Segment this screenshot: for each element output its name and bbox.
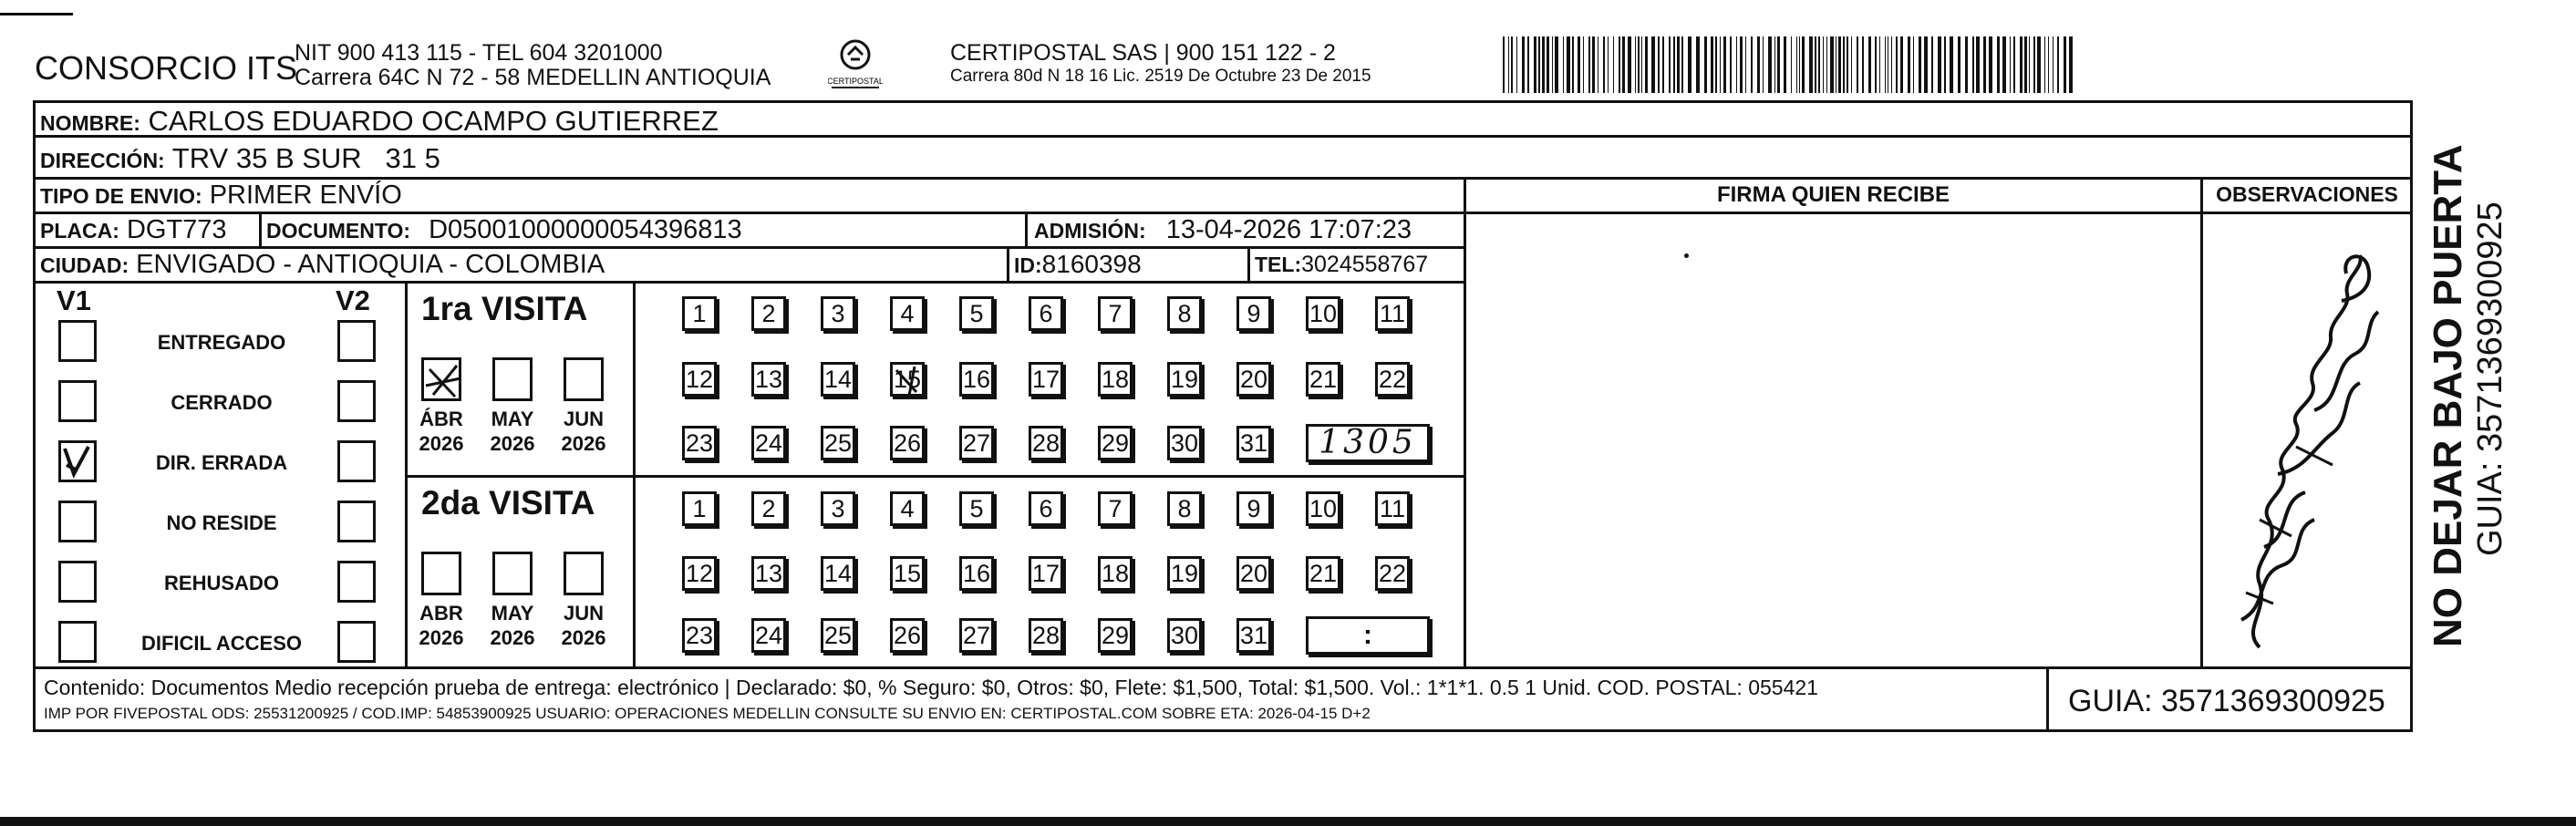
day-number: 4 xyxy=(900,300,915,327)
v1-checkbox[interactable] xyxy=(58,621,97,663)
day-number: 10 xyxy=(1309,300,1338,327)
v2-checkbox[interactable] xyxy=(337,440,376,482)
scan-edge-top-left xyxy=(0,13,73,15)
day-box[interactable] xyxy=(1167,362,1202,397)
v2-checkbox[interactable] xyxy=(337,501,376,542)
day-number: 23 xyxy=(685,429,714,457)
documento-field xyxy=(266,215,742,245)
day-number: 12 xyxy=(685,366,714,393)
ciudad-label: CIUDAD: xyxy=(40,253,129,277)
v1-checkbox[interactable] xyxy=(58,501,97,542)
day-box[interactable] xyxy=(1306,556,1340,591)
day-number: 30 xyxy=(1170,429,1199,457)
day-number: 25 xyxy=(823,622,853,649)
day-number: 5 xyxy=(969,495,984,522)
tipo-value: PRIMER ENVÍO xyxy=(209,181,402,210)
col-divider xyxy=(1007,246,1009,283)
direccion-row xyxy=(40,142,440,175)
observaciones-divider xyxy=(2200,177,2203,667)
day-number: 14 xyxy=(823,366,853,393)
handwritten-signature xyxy=(2205,246,2387,666)
month-checkbox[interactable] xyxy=(492,357,533,401)
footer-guia: GUIA: 3571369300925 xyxy=(2068,684,2385,718)
second-visit-label: 2da VISITA xyxy=(421,484,595,521)
day-number: 28 xyxy=(1031,622,1060,649)
courier-name: CERTIPOSTAL SAS | 900 151 122 - 2 xyxy=(950,40,1336,66)
day-box[interactable] xyxy=(821,362,855,397)
firma-header: FIRMA QUIEN RECIBE xyxy=(1716,182,1950,207)
logo-text: CERTIPOSTAL xyxy=(828,77,883,86)
day-box[interactable] xyxy=(821,556,855,591)
day-box[interactable] xyxy=(821,426,855,460)
v1-checkbox[interactable] xyxy=(58,320,97,362)
day-box[interactable] xyxy=(1375,296,1410,331)
day-box[interactable] xyxy=(959,296,994,331)
day-box[interactable] xyxy=(1306,491,1340,526)
day-box[interactable] xyxy=(1167,556,1202,591)
day-number: 29 xyxy=(1101,429,1130,457)
day-number: 31 xyxy=(1239,429,1268,457)
certipostal-logo xyxy=(828,35,883,91)
firma-dot xyxy=(1684,253,1689,258)
day-number: 4 xyxy=(900,495,915,522)
v2-label: V2 xyxy=(336,284,370,316)
month-label: JUN xyxy=(563,408,604,430)
day-box[interactable] xyxy=(890,296,925,331)
day-box[interactable] xyxy=(1236,618,1271,653)
direccion-label: DIRECCIÓN: xyxy=(40,149,165,172)
documento-value: D05001000000054396813 xyxy=(429,215,742,244)
status-divider xyxy=(405,281,408,667)
day-box[interactable] xyxy=(751,618,786,653)
v2-checkbox[interactable] xyxy=(337,621,376,663)
day-number: 27 xyxy=(962,429,991,457)
tel-value: 3024558767 xyxy=(1301,252,1429,277)
month-label: ÁBR xyxy=(419,408,463,430)
month-checkbox[interactable] xyxy=(492,552,533,595)
company-name: CONSORCIO ITS xyxy=(35,49,298,87)
footer-divider xyxy=(33,666,2413,669)
footer-contenido: Contenido: Documentos Medio recepción prueba de entrega: electrónico | Declarado: $0, % Seguro: $0, Otros: $0, Flete: $1,500, Total: $1,500. Vol.: 1*1*1. 0.5 1 Unid. COD. POSTAL: 055421 xyxy=(44,676,1818,699)
day-number: 24 xyxy=(754,622,783,649)
day-box[interactable] xyxy=(1029,426,1063,460)
v1-checkbox[interactable] xyxy=(58,380,97,422)
footer-imp: IMP POR FIVEPOSTAL ODS: 25531200925 / COD.IMP: 54853900925 USUARIO: OPERACIONES MEDELLIN CONSULTE SU ENVIO EN: CERTIPOSTAL.COM SOBRE ETA: 2026-04-15 D+2 xyxy=(44,705,1371,722)
ciudad-value: ENVIGADO - ANTIOQUIA - COLOMBIA xyxy=(136,250,605,279)
month-label: JUN xyxy=(563,602,604,625)
company-nit-tel: NIT 900 413 115 - TEL 604 3201000 xyxy=(295,40,663,66)
month-label: MAY xyxy=(491,602,534,625)
day-number: 20 xyxy=(1239,366,1268,393)
year-label: 2026 xyxy=(561,432,606,455)
direccion-value: TRV 35 B SUR 31 5 xyxy=(171,142,440,174)
month-checkbox[interactable] xyxy=(564,552,604,595)
guia-box-divider xyxy=(2046,666,2049,732)
day-box[interactable] xyxy=(1375,362,1410,397)
day-box[interactable] xyxy=(682,362,717,397)
day-box[interactable] xyxy=(1098,362,1133,397)
year-label: 2026 xyxy=(490,626,535,649)
day-box[interactable] xyxy=(890,556,925,591)
day-box[interactable] xyxy=(1236,296,1271,331)
v2-checkbox[interactable] xyxy=(337,380,376,422)
day-box[interactable] xyxy=(959,491,994,526)
day-box[interactable] xyxy=(751,362,786,397)
day-number: 20 xyxy=(1239,560,1268,587)
day-number: 6 xyxy=(1039,300,1053,327)
col-divider xyxy=(1025,212,1028,248)
barcode xyxy=(1503,36,2077,93)
day-number: 26 xyxy=(893,622,922,649)
months-divider xyxy=(633,281,636,667)
day-box[interactable] xyxy=(1236,556,1271,591)
company-address: Carrera 64C N 72 - 58 MEDELLIN ANTIOQUIA xyxy=(295,65,771,90)
check-mark-icon xyxy=(424,360,464,404)
day-number: 10 xyxy=(1309,495,1338,522)
status-option-label: DIFICIL ACCESO xyxy=(140,632,302,655)
tel-label: TEL: xyxy=(1255,253,1302,276)
day-box[interactable] xyxy=(1167,618,1202,653)
day-box[interactable] xyxy=(751,491,786,526)
day-number: 5 xyxy=(969,300,984,327)
day-box[interactable] xyxy=(1029,362,1063,397)
day-number: 23 xyxy=(685,622,714,649)
status-option-label: REHUSADO xyxy=(164,572,279,594)
day-number: 2 xyxy=(761,300,776,327)
day-number: 31 xyxy=(1239,622,1268,649)
day-box[interactable] xyxy=(1098,426,1133,460)
day-box[interactable] xyxy=(682,491,717,526)
day-box[interactable] xyxy=(1167,491,1202,526)
day-number: 28 xyxy=(1031,429,1060,457)
day-number: 13 xyxy=(754,560,783,587)
day-box[interactable] xyxy=(821,296,855,331)
scan-edge-bottom xyxy=(0,817,2576,826)
day-number: 13 xyxy=(754,366,783,393)
day-box[interactable] xyxy=(890,362,925,397)
day-number: 21 xyxy=(1309,560,1338,587)
v2-checkbox[interactable] xyxy=(337,320,376,362)
day-number: 19 xyxy=(1170,560,1199,587)
day-number: 18 xyxy=(1101,366,1130,393)
day-number: 9 xyxy=(1247,300,1261,327)
nombre-row xyxy=(40,105,719,138)
day-box[interactable] xyxy=(1098,491,1133,526)
day-number: 8 xyxy=(1177,495,1192,522)
day-number: 22 xyxy=(1378,560,1407,587)
day-box[interactable] xyxy=(1029,618,1063,653)
day-number: 29 xyxy=(1101,622,1130,649)
day-number: 11 xyxy=(1379,300,1406,327)
year-label: 2026 xyxy=(490,432,535,455)
side-no-dejar: NO DEJAR BAJO PUERTA xyxy=(2426,144,2470,647)
day-box[interactable] xyxy=(959,362,994,397)
day-box[interactable] xyxy=(821,618,855,653)
day-number: 1 xyxy=(692,495,707,522)
day-box[interactable] xyxy=(959,426,994,460)
day-number: 25 xyxy=(823,429,853,457)
day-box[interactable] xyxy=(1029,491,1063,526)
admision-field xyxy=(1034,215,1412,245)
check-mark-icon xyxy=(61,443,98,483)
day-number: 17 xyxy=(1031,560,1060,587)
day-number: 15 xyxy=(893,366,922,393)
day-number: 7 xyxy=(1108,495,1122,522)
day-number: 9 xyxy=(1247,495,1261,522)
day-number: 19 xyxy=(1170,366,1199,393)
day-box[interactable] xyxy=(1167,296,1202,331)
day-number: 17 xyxy=(1031,366,1060,393)
day-box[interactable] xyxy=(1306,362,1340,397)
day-box[interactable] xyxy=(751,556,786,591)
day-box[interactable] xyxy=(890,426,925,460)
col-divider xyxy=(1247,246,1250,283)
day-box[interactable] xyxy=(682,426,717,460)
month-label: MAY xyxy=(491,408,534,430)
ciudad-field xyxy=(40,250,605,280)
day-number: 2 xyxy=(761,495,776,522)
placa-label: PLACA: xyxy=(40,219,119,243)
row-divider xyxy=(33,177,2413,180)
day-check-mark-icon xyxy=(893,365,927,406)
admision-value: 13-04-2026 17:07:23 xyxy=(1165,215,1412,244)
day-number: 12 xyxy=(685,560,714,587)
day-box[interactable] xyxy=(1167,426,1202,460)
side-guia: GUIA: 3571369300925 xyxy=(2471,201,2509,556)
status-option-label: NO RESIDE xyxy=(166,511,277,534)
day-number: 11 xyxy=(1379,495,1406,522)
day-box[interactable] xyxy=(1098,618,1133,653)
tel-field xyxy=(1255,252,1428,278)
id-field xyxy=(1014,250,1142,279)
day-box[interactable] xyxy=(1029,296,1063,331)
day-number: 27 xyxy=(962,622,991,649)
day-box[interactable] xyxy=(1098,296,1133,331)
observaciones-header: OBSERVACIONES xyxy=(2216,182,2398,206)
day-box[interactable] xyxy=(1029,556,1063,591)
day-box[interactable] xyxy=(751,426,786,460)
day-number: 24 xyxy=(754,429,783,457)
courier-address: Carrera 80d N 18 16 Lic. 2519 De Octubre 23 De 2015 xyxy=(950,67,1371,86)
day-box[interactable] xyxy=(1236,491,1271,526)
handwritten-time[interactable]: 1305 xyxy=(1306,424,1430,462)
day-box[interactable] xyxy=(682,296,717,331)
day-box[interactable] xyxy=(821,491,855,526)
day-number: 1 xyxy=(692,300,707,327)
day-number: 6 xyxy=(1039,495,1053,522)
id-value: 8160398 xyxy=(1041,250,1142,278)
v1-checkbox[interactable] xyxy=(58,561,97,603)
visit-divider xyxy=(405,475,1465,478)
status-option-label: DIR. ERRADA xyxy=(155,451,288,474)
day-number: 15 xyxy=(893,560,922,587)
documento-label: DOCUMENTO: xyxy=(266,219,411,243)
day-number: 30 xyxy=(1170,622,1199,649)
year-label: 2026 xyxy=(561,626,606,649)
day-box[interactable] xyxy=(959,618,994,653)
day-box[interactable] xyxy=(1236,362,1271,397)
month-checkbox[interactable] xyxy=(421,552,461,595)
day-box[interactable] xyxy=(1236,426,1271,460)
day-box[interactable] xyxy=(1306,296,1340,331)
month-label: ABR xyxy=(419,602,463,625)
month-checkbox[interactable] xyxy=(564,357,604,401)
day-box[interactable] xyxy=(959,556,994,591)
day-box[interactable] xyxy=(1098,556,1133,591)
tipo-row xyxy=(40,181,402,211)
tipo-label: TIPO DE ENVIO: xyxy=(40,184,202,208)
day-box[interactable] xyxy=(890,618,925,653)
firma-left-divider xyxy=(1464,177,1466,667)
placa-value: DGT773 xyxy=(126,215,227,244)
placa-field xyxy=(40,215,227,245)
day-number: 14 xyxy=(823,560,853,587)
day-number: 16 xyxy=(962,366,991,393)
time-field[interactable]: : xyxy=(1306,616,1430,655)
day-number: 21 xyxy=(1309,366,1338,393)
v1-label: V1 xyxy=(57,284,91,316)
day-box[interactable] xyxy=(1375,556,1410,591)
day-number: 26 xyxy=(893,429,922,457)
day-number: 7 xyxy=(1108,300,1122,327)
day-number: 3 xyxy=(831,300,845,327)
day-box[interactable] xyxy=(890,491,925,526)
day-number: 22 xyxy=(1378,366,1407,393)
day-number: 3 xyxy=(831,495,845,522)
admision-label: ADMISIÓN: xyxy=(1034,219,1146,243)
day-box[interactable] xyxy=(1375,491,1410,526)
month-checkbox[interactable] xyxy=(421,357,461,401)
id-label: ID: xyxy=(1014,253,1042,277)
row-divider xyxy=(33,212,2413,214)
day-box[interactable] xyxy=(751,296,786,331)
day-number: 8 xyxy=(1177,300,1192,327)
v2-checkbox[interactable] xyxy=(337,561,376,603)
first-visit-label: 1ra VISITA xyxy=(421,290,588,327)
day-number: 18 xyxy=(1101,560,1130,587)
nombre-label: NOMBRE: xyxy=(40,111,140,135)
v1-checkbox[interactable] xyxy=(58,440,97,482)
year-label: 2026 xyxy=(419,626,464,649)
status-option-label: ENTREGADO xyxy=(157,331,286,354)
day-box[interactable] xyxy=(682,618,717,653)
col-divider xyxy=(259,212,262,248)
status-option-label: CERRADO xyxy=(171,391,273,414)
day-box[interactable] xyxy=(682,556,717,591)
day-number: 16 xyxy=(962,560,991,587)
year-label: 2026 xyxy=(419,432,464,455)
nombre-value: CARLOS EDUARDO OCAMPO GUTIERREZ xyxy=(148,105,719,137)
